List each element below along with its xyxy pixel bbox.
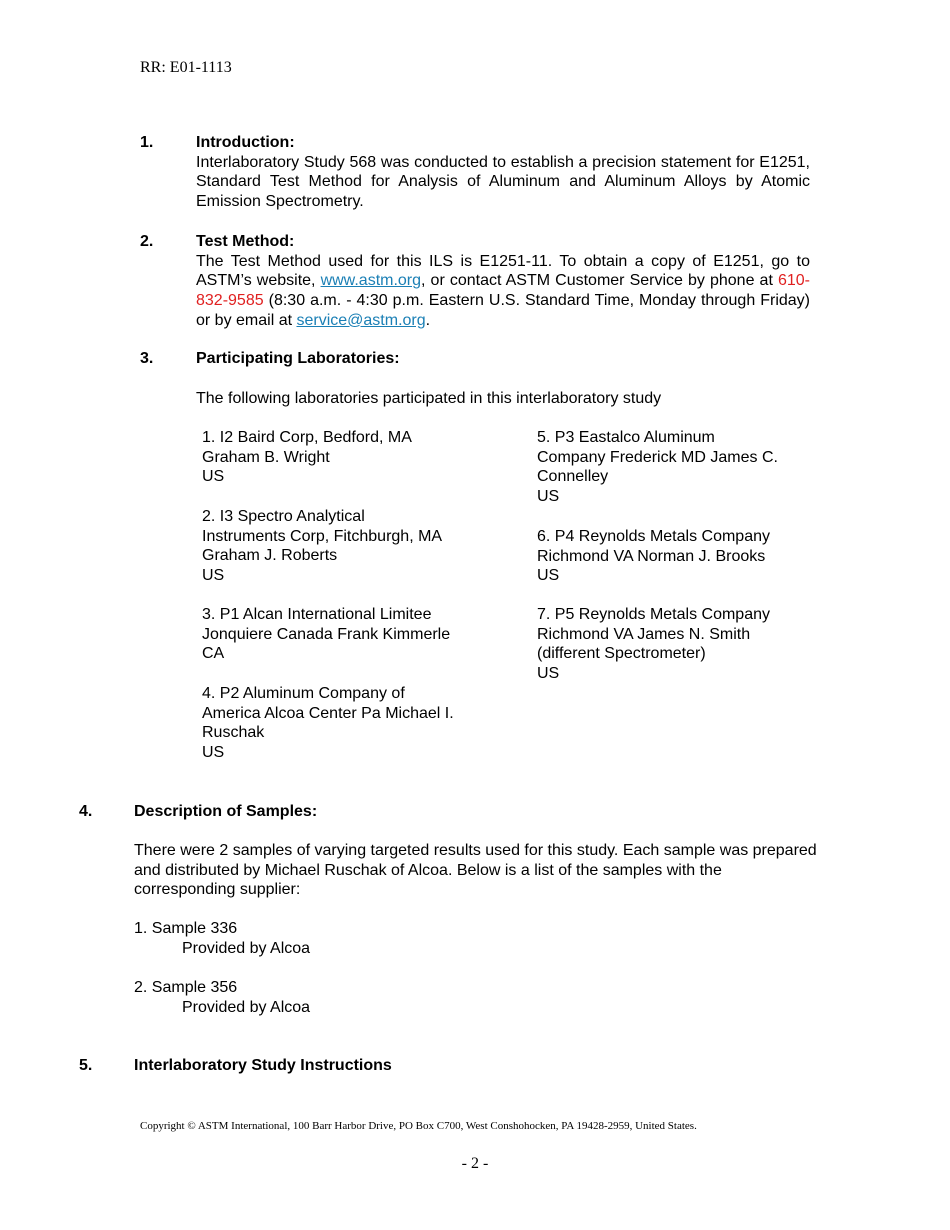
lab-entry-6: [537, 527, 770, 586]
lab-entry-3: [202, 605, 450, 664]
document-code: RR: E01-1113: [140, 59, 232, 76]
lab-3-line: Jonquiere Canada Frank Kimmerle: [202, 625, 451, 643]
sample-provider: Provided by Alcoa: [182, 998, 311, 1016]
section-4-body: [134, 841, 817, 900]
customer-service-phone: 610-832-9585: [196, 272, 811, 310]
lab-5-line: Company Frederick MD James C.: [537, 448, 778, 466]
section-2-text-4: .: [425, 311, 431, 329]
sample-item-2: [134, 978, 310, 1017]
section-3-number: 3.: [140, 350, 154, 367]
section-5-number: 5.: [79, 1057, 93, 1074]
section-2-title: Test Method:: [196, 233, 295, 250]
lab-7-line: (different Spectrometer): [537, 645, 706, 663]
astm-website-link[interactable]: www.astm.org: [320, 272, 422, 290]
lab-2-line: Instruments Corp, Fitchburgh, MA: [202, 527, 443, 545]
section-2-text-1: The Test Method used for this ILS is E1251-11. To obtain a copy of E1251, go to ASTM’s website,: [196, 252, 810, 290]
lab-7-line: Richmond VA James N. Smith: [537, 625, 751, 643]
lab-5-line: 5. P3 Eastalco Aluminum: [537, 429, 715, 446]
lab-entry-7: [537, 605, 770, 684]
section-2-text-3: (8:30 a.m. - 4:30 p.m. Eastern U.S. Standard Time, Monday through Friday) or by email at: [196, 292, 810, 329]
labs-intro: The following laboratories participated in this interlaboratory study: [196, 390, 662, 407]
section-4-line: corresponding supplier:: [134, 881, 301, 899]
lab-3-line: CA: [202, 645, 225, 663]
lab-2-line: US: [202, 567, 225, 585]
lab-5-line: Connelley: [537, 468, 609, 486]
page-number: - 2 -: [461, 1155, 489, 1172]
lab-entry-4: [202, 684, 454, 763]
section-2-text-2: , or contact ASTM Customer Service by phone at: [421, 272, 778, 290]
lab-6-line: Richmond VA Norman J. Brooks: [537, 547, 766, 565]
section-1: [196, 133, 810, 212]
lab-entry-5: [537, 428, 778, 507]
lab-7-line: US: [537, 665, 560, 683]
section-4-line: and distributed by Michael Ruschak of Alcoa. Below is a list of the samples with the: [134, 861, 722, 879]
lab-3-line: 3. P1 Alcan International Limitee: [202, 606, 432, 623]
section-3-title: Participating Laboratories:: [196, 350, 400, 367]
section-1-title: Introduction:: [196, 134, 295, 151]
lab-6-line: 6. P4 Reynolds Metals Company: [537, 528, 770, 545]
section-1-body: Interlaboratory Study 568 was conducted to establish a precision statement for E1251, Standard Test Method for Analysis of Aluminum and Aluminum Alloys by Atomic Emission Spectrometry.: [196, 153, 810, 211]
lab-6-line: US: [537, 567, 560, 585]
lab-5-line: US: [537, 488, 560, 506]
lab-1-line: 1. I2 Baird Corp, Bedford, MA: [202, 429, 412, 446]
lab-entry-1: [202, 428, 412, 487]
lab-4-line: 4. P2 Aluminum Company of: [202, 685, 405, 702]
lab-4-line: US: [202, 744, 225, 762]
lab-7-line: 7. P5 Reynolds Metals Company: [537, 606, 770, 623]
section-2-body: [196, 252, 810, 331]
sample-item-1: [134, 919, 310, 958]
sample-label: 2. Sample 356: [134, 979, 238, 996]
lab-2-line: Graham J. Roberts: [202, 547, 338, 565]
copyright-footer: Copyright © ASTM International, 100 Barr Harbor Drive, PO Box C700, West Conshohocken, PA 19428-2959, United States.: [140, 1120, 697, 1132]
section-4-line: There were 2 samples of varying targeted results used for this study. Each sample was prepared: [134, 842, 817, 859]
section-4-title: Description of Samples:: [134, 803, 318, 820]
lab-1-line: US: [202, 468, 225, 486]
lab-2-line: 2. I3 Spectro Analytical: [202, 508, 365, 525]
sample-label: 1. Sample 336: [134, 920, 238, 937]
lab-1-line: Graham B. Wright: [202, 448, 330, 466]
lab-4-line: Ruschak: [202, 724, 265, 742]
section-2: [196, 232, 810, 331]
lab-4-line: America Alcoa Center Pa Michael I.: [202, 704, 454, 722]
sample-provider: Provided by Alcoa: [182, 939, 311, 957]
section-5-title: Interlaboratory Study Instructions: [134, 1057, 392, 1074]
section-2-number: 2.: [140, 233, 154, 250]
section-4-number: 4.: [79, 803, 93, 820]
section-1-number: 1.: [140, 134, 154, 151]
service-email-link[interactable]: service@astm.org: [296, 311, 426, 329]
lab-entry-2: [202, 507, 442, 586]
